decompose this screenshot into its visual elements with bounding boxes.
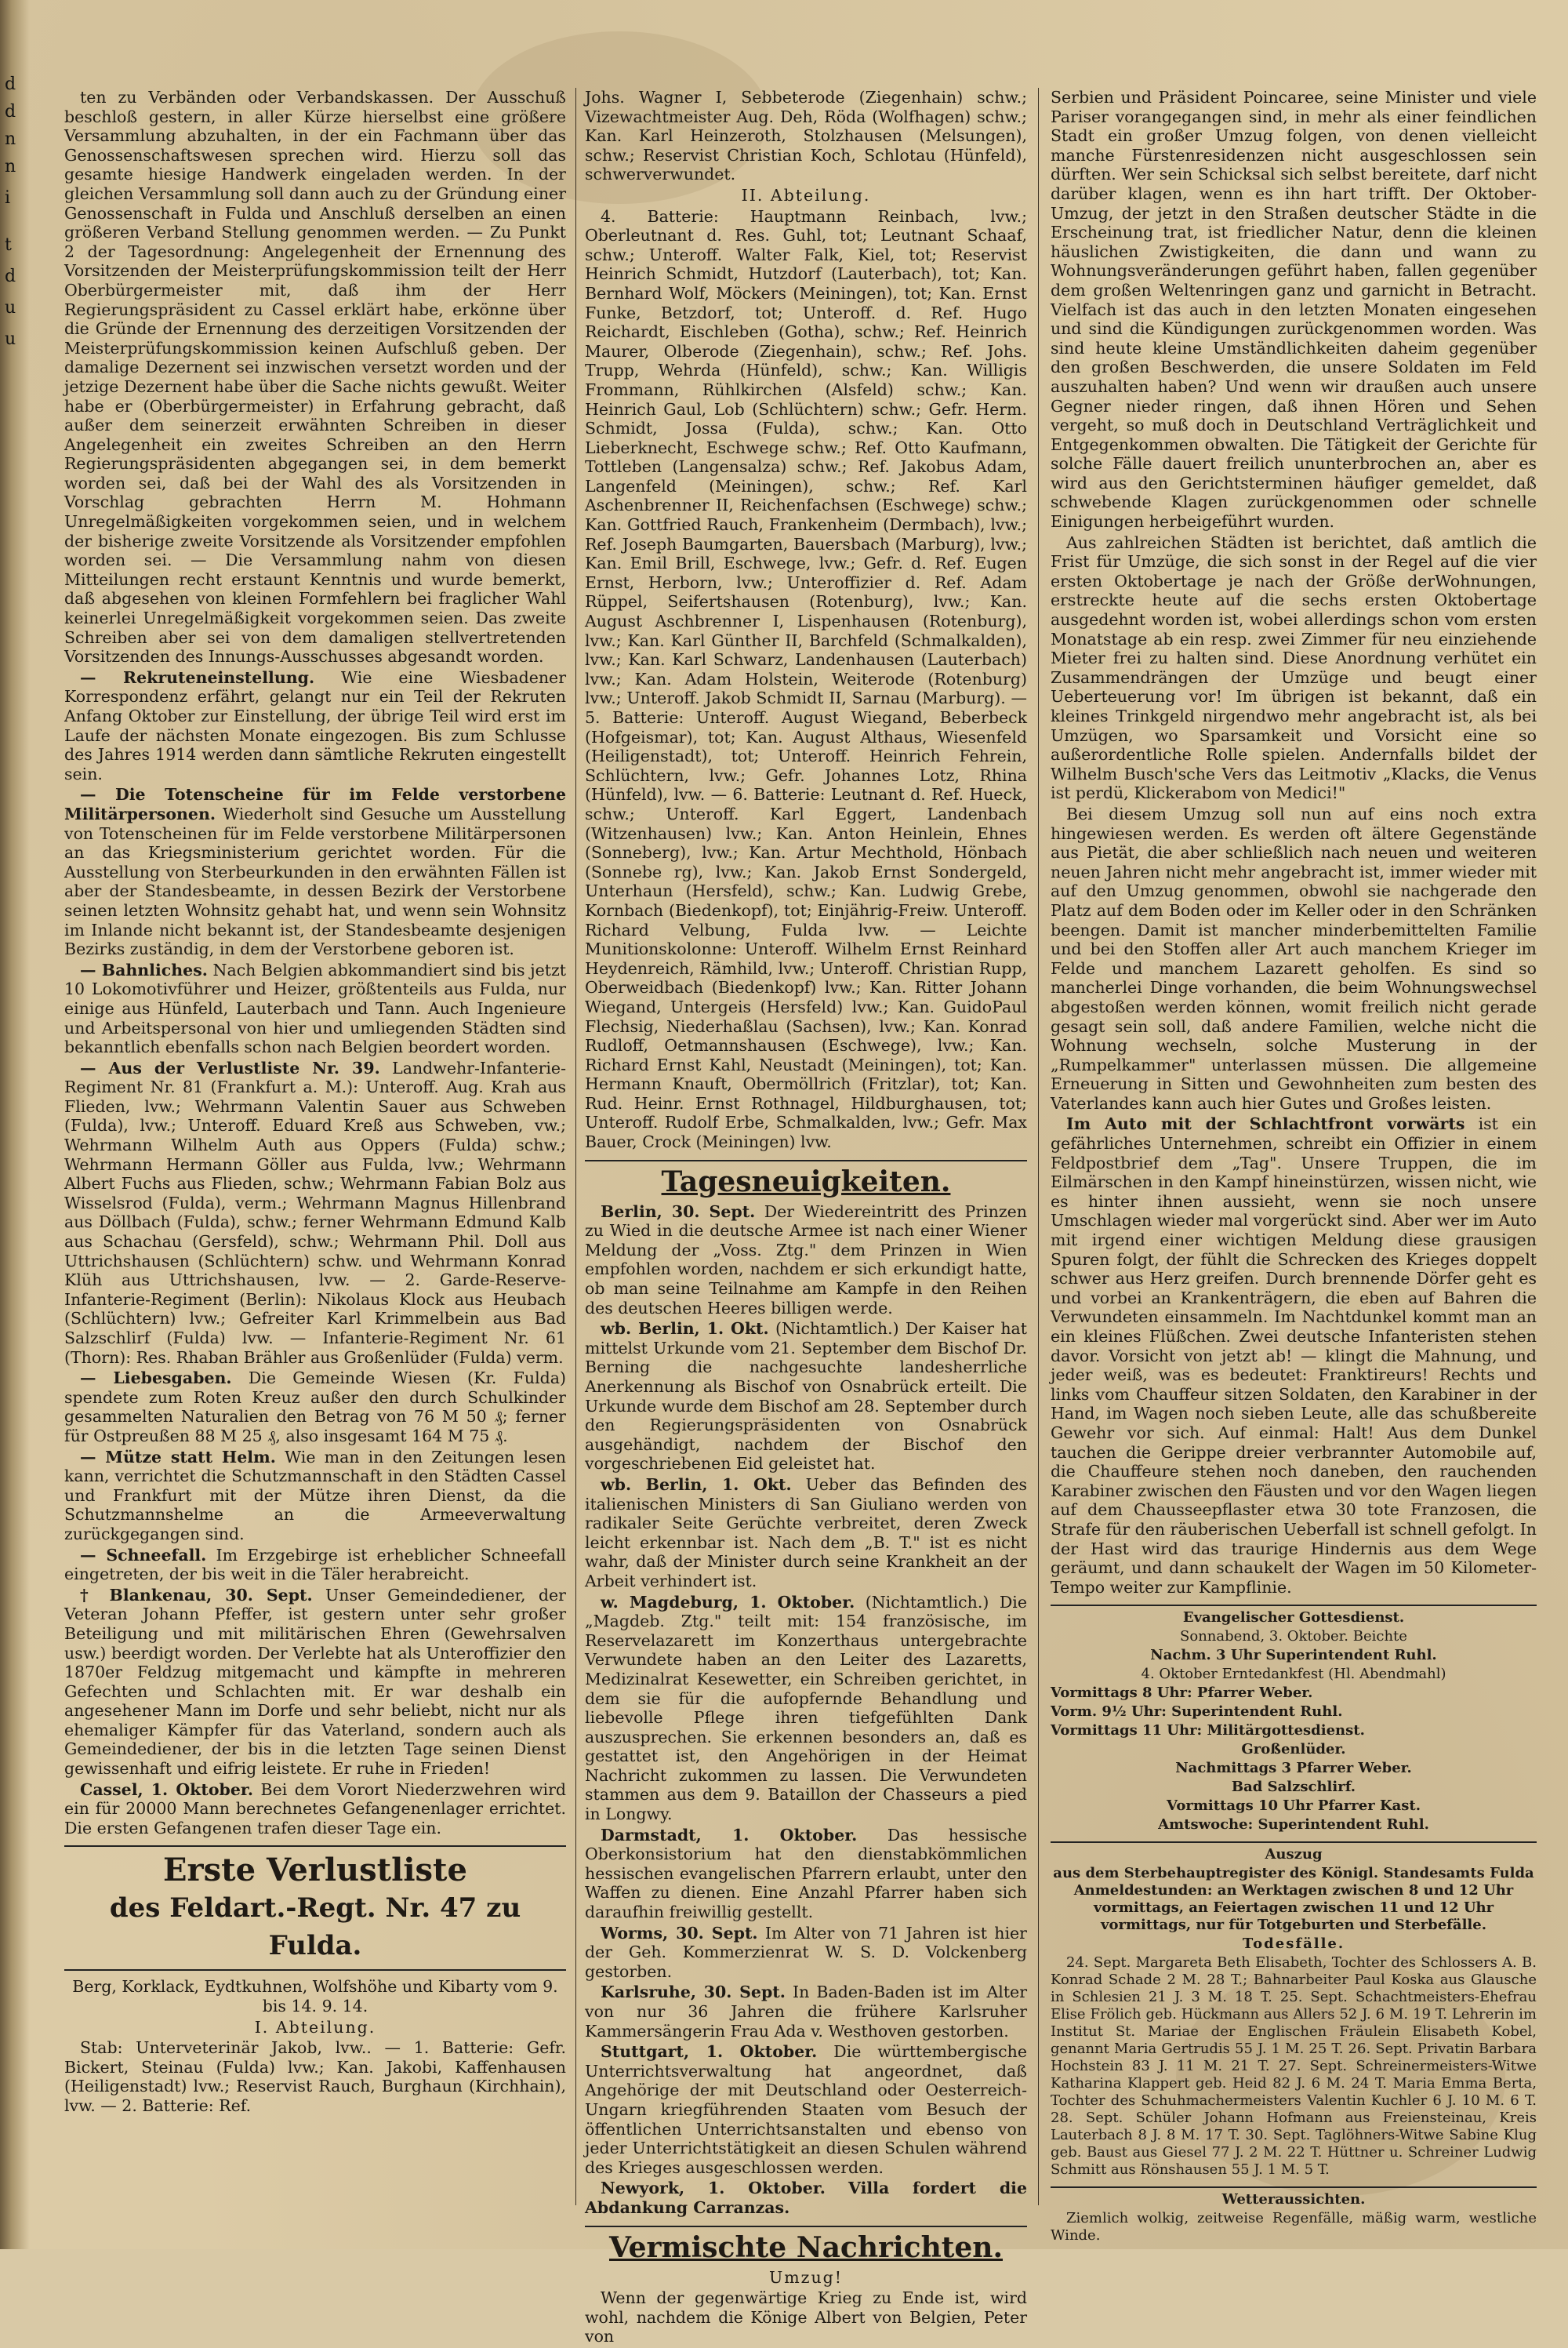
subheading: — Schneefall.	[80, 1545, 207, 1565]
page-edge	[0, 0, 30, 2249]
notice-line: Nachm. 3 Uhr Superintendent Ruhl.	[1150, 1647, 1437, 1664]
dateline: Darmstadt, 1. Oktober.	[601, 1825, 858, 1845]
paragraph	[585, 2179, 1027, 2217]
text: In Baden-Baden ist im Alter von nur 36 Jahren die frühere Karlsruher Kammersängerin Frau Ada v. Westhoven gestorben.	[585, 1983, 1027, 2041]
paragraph: Wenn der gegenwärtige Krieg zu Ende ist, wird wohl, nachdem die Könige Albert von Belgien, Peter von	[585, 2288, 1027, 2346]
notice-line: Vormittags 11 Uhr: Militärgottesdienst.	[1051, 1722, 1365, 1739]
paragraph	[585, 1202, 1027, 1318]
text: Landwehr-Infanterie-Regiment Nr. 81 (Frankfurt a. M.): Unteroff. Aug. Krah aus Flieden, lvw.; Wehrmann Valentin Sauer aus Schweben (Fulda), lvw.; Unteroff. Eduard Kreß aus Schweben, vw.; Wehrmann Wilhelm Auth aus Oppers (Fulda) schw.; Wehrmann Hermann Göller aus Fulda, lvw.; Wehrmann Albert Fuchs aus Flieden, schw.; Wehrmann Fabian Bolz aus Wisselsrod (Fulda), verm.; Wehrmann Magnus Hillenbrand aus Döllbach (Fulda), schw.; ferner Wehrmann Edmund Kalb aus Schachau (Gersfeld), schw.; Wehrmann Phil. Doll aus Uttrichshausen (Schlüchtern) schw. und Wehrmann Konrad Klüh aus Uttrichshausen, lvw. — 2. Garde-Reserve-Infanterie-Regiment (Berlin): Nikolaus Klock aus Heubach (Schlüchtern) lvw.; Gefreiter Karl Krimmelbein aus Bad Salzschlirf (Fulda) lvw. — Infanterie-Regiment Nr. 61 (Thorn): Res. Rhaban Brähler aus Großenlüder (Fulda) verm.	[64, 1058, 566, 1367]
subheading: — Rekruteneinstellung.	[80, 667, 315, 687]
paragraph	[585, 2042, 1027, 2177]
paragraph	[64, 1780, 566, 1838]
subheading: — Bahnliches.	[80, 960, 208, 980]
edge-letter: u	[5, 298, 16, 318]
text: ist ein gefährliches Unternehmen, schreibt ein Offizier in einem Feldpostbrief dem „Tag". Unsere Truppen, die im Eilmärschen in den Kampf hineinstürzen, wissen nicht, wie es hinter ihnen aussieht, wenn sie noch unsere Umschlagen wieder mal vorgerückt sind. Aber wer im Auto mit irgend einer wichtigen Meldung diese grausigen Spuren folgt, der fühlt die Schrecken des Krieges doppelt schwer aus Herz greifen. Durch brennende Dörfer geht es und vorbei an Krankenträgern, die eben auf Bahren die Verwundeten einsammeln. Im Nachtdunkel kommt man an ein kleines Flüßchen. Zwei deutsche Infanteristen stehen davor. Vorsicht von jetzt ab! — klingt die Mahnung, und jeder weiß, was es bedeutet: Franktireurs! Rechts und links vom Chauffeur sitzen Soldaten, den Karabiner in der Hand, im Wagen noch sieben Leute, alle das schußbereite Gewehr vor sich. Auf einmal: Halt! Aus dem Dunkel tauchen die Gerippe dreier verbrannter Automobile auf, die Chauffeure stehen noch daneben, den rauchenden Karabiner zwischen den Fäusten und vor den Wagen liegen auf dem Chausseepflaster etwa 30 tote Franzosen, die Strafe für den räuberischen Ueberfall ist schnell gefolgt. In der Hast wird das traurige Hindernis aus dem Wege geräumt, und dann schaukelt der Wagen im 50 Kilometer-Tempo weiter zur Kampflinie.	[1051, 1114, 1537, 1597]
subheading: † Blankenau, 30. Sept.	[80, 1585, 313, 1605]
notice-text: Ziemlich wolkig, zeitweise Regenfälle, mäßig warm, westliche Winde.	[1051, 2210, 1537, 2244]
paragraph: Serbien und Präsident Poincaree, seine Minister und viele Pariser vorangegangen sind, in mehr als einer feindlichen Stadt ein großer Umzug folgen, von denen vielleicht manche Fürstenresidenzen nicht ausgeschlossen sein dürften. Wer sein Schicksal sich selbst bereitete, darf nicht darüber klagen, wenn es ihn hart trifft. Der Oktober-Umzug, der jetzt in den Straßen deutscher Städte in die Erscheinung trat, ist friedlicher Natur, denn die kleinen häuslichen Zwistigkeiten, die dann und wann zu Wohnungsveränderungen geführt haben, fallen gegenüber dem großen Weltenringen ganz und garnicht in Betracht. Vielfach ist das auch in den letzten Monaten eingesehen und sind die Kündigungen zurückgenommen worden. Was sind heute kleine Umständlichkeiten daheim gegenüber den großen Beschwerden, die unsere Soldaten im Feld auszuhalten haben? Und wenn wir draußen auch unsere Gegner nieder ringen, daß ihnen Hören und Sehen vergeht, so muß doch in Deutschland Verträglichkeit und Entgegenkommen obwalten. Die Tätigkeit der Gerichte für solche Fälle dauert freilich ununterbrochen an, aber es wird aus den Gerichtsterminen häufiger gemeldet, daß schwebende Klagen zurückgenommen oder schnelle Einigungen herbeigeführt wurden.	[1051, 88, 1537, 532]
paragraph	[64, 1368, 566, 1445]
list-title	[64, 1845, 566, 1971]
column-2	[585, 88, 1027, 2348]
subheading: — Aus der Verlustliste Nr. 39.	[80, 1058, 380, 1078]
notice-line: Sonnabend, 3. Oktober. Beichte	[1180, 1628, 1407, 1645]
church-notice	[1051, 1605, 1537, 1834]
text: Das hessische Oberkonsistorium hat den dienstabkömmlichen hessischen evangelischen Pfarrern erlaubt, unter den Waffen zu dienen. Eine Anzahl Pfarrer haben sich daraufhin freiwillig gestellt.	[585, 1825, 1027, 1922]
dateline: wb. Berlin, 1. Okt.	[601, 1319, 769, 1339]
text: Villa fordert die Abdankung Carranzas.	[585, 2179, 1027, 2217]
paragraph: Stab: Unterveterinär Jakob, lvw.. — 1. Batterie: Gefr. Bickert, Steinau (Fulda) lvw.; Kan. Jakobi, Kaffenhausen (Heiligenstadt) lvw.; Reservist Rauch, Burghaun (Kirchhain), lvw. — 2. Batterie: Ref.	[64, 2038, 566, 2115]
notice-line: Nachmittags 3 Pfarrer Weber.	[1175, 1760, 1412, 1777]
dateline: wb. Berlin, 1. Okt.	[601, 1474, 792, 1494]
notice-title: Evangelischer Gottesdienst.	[1182, 1609, 1405, 1627]
subheading: — Mütze statt Helm.	[80, 1447, 276, 1467]
paragraph	[585, 1593, 1027, 1824]
text: Ueber das Befinden des italienischen Ministers di San Giuliano werden von radikaler Seite Gerüchte verbreitet, deren Zweck leicht erkennbar ist. Nach dem „B. T." ist es nicht wahr, daß der Minister durch seine Krankheit an der Arbeit verhindert ist.	[585, 1474, 1027, 1590]
paragraph	[64, 1586, 566, 1779]
dateline: w. Magdeburg, 1. Oktober.	[601, 1592, 855, 1612]
notice-line: Todesfälle.	[1242, 1935, 1345, 1953]
paragraph	[64, 1546, 566, 1584]
notice-line: 4. Oktober Erntedankfest (Hl. Abendmahl)	[1141, 1666, 1446, 1683]
subheading: — Liebesgaben.	[80, 1368, 232, 1388]
notice-line: Vorm. 9½ Uhr: Superintendent Ruhl.	[1051, 1703, 1343, 1721]
edge-letter: d	[5, 102, 16, 122]
notice-title: Wetteraussichten.	[1221, 2191, 1366, 2208]
text: Im Alter von 71 Jahren ist hier der Geh. Kommerzienrat W. S. D. Volckenberg gestorben.	[585, 1923, 1027, 1981]
text: Im Erzgebirge ist erheblicher Schneefall eingetreten, der bis weit in die Täler herabreicht.	[64, 1545, 566, 1584]
dateline: Berlin, 30. Sept.	[601, 1201, 756, 1221]
paragraph	[64, 961, 566, 1057]
notice-text: 24. Sept. Margareta Beth Elisabeth, Tochter des Schlossers A. B. Konrad Schade 2 M. 28 T.; Bahnarbeiter Paul Koska aus Glausche in Schlesien 21 J. 3 M. 18 T. 25. Sept. Schachtmeisters-Ehefrau Elise Frölich geb. Hückmann aus Allers 52 J. 6 M. 19 T. Lehrerin im Institut St. Mariae der Englischen Fräulein Elisabeth Kobel, genannt Maria Gertrudis 55 J. 1 M. 25 T. 26. Sept. Privatin Barbara Hochstein 83 J. 11 M. 21 T. 27. Sept. Schreinermeisters-Witwe Katharina Klappert geb. Heid 82 J. 6 M. 24 T. Maria Emma Berta, Tochter des Schuhmachermeisters Valentin Kuchler 6 J. 10 M. 6 T. 28. Sept. Schüler Johann Hofmann aus Freiensteinau, Kreis Lauterbach 8 J. 8 M. 17 T. 30. Sept. Taglöhners-Witwe Sabine Klug geb. Baust aus Giesel 77 J. 2 M. 22 T. Hüttner u. Schreiner Ludwig Schmitt aus Rönshausen 55 J. 1 M. 5 T.	[1051, 1954, 1537, 2179]
section-label: I. Abteilung.	[254, 2017, 376, 2037]
places-line: Berg, Korklack, Eydtkuhnen, Wolfshöhe und Kibarty vom 9. bis 14. 9. 14.	[72, 1977, 558, 2016]
column-rule	[1038, 88, 1039, 2205]
edge-letter: t	[5, 235, 12, 255]
paragraph: 4. Batterie: Hauptmann Reinbach, lvw.; Oberleutnant d. Res. Guhl, tot; Leutnant Schaaf, schw.; Unteroff. Walter Falk, Kiel, tot; Reservist Heinrich Schmidt, Hutzdorf (Lauterbach), tot; Kan. Bernhard Wolf, Möckers (Meiningen), tot; Kan. Ernst Funke, Betzdorf, tot; Unteroff. d. Ref. Hugo Reichardt, Eischleben (Gotha), schw.; Ref. Heinrich Maurer, Olberode (Ziegenhain), schw.; Ref. Johs. Trupp, Wehrda (Hünfeld), schw.; Kan. Willigis Frommann, Rühlkirchen (Alsfeld) schw.; Kan. Heinrich Gaul, Lob (Schlüchtern) schw.; Gefr. Herm. Schmidt, Jossa (Fulda), schw.; Kan. Otto Lieberknecht, Eschwege schw.; Ref. Otto Kaufmann, Tottleben (Langensalza) schw.; Ref. Jakobus Adam, Langenfeld (Meiningen), schw.; Ref. Karl Aschenbrenner II, Reichenfachsen (Eschwege) schw.; Kan. Gottfried Rauch, Frankenheim (Dermbach), lvw.; Ref. Joseph Baumgarten, Bauersbach (Marburg), lvw.; Kan. Emil Brill, Eschwege, lvw.; Gefr. d. Ref. Eugen Ernst, Herborn, lvw.; Unteroffizier d. Ref. Adam Rüppel, Seifertshausen (Rotenburg), lvw.; Kan. August Aschbrenner I, Lispenhausen (Rotenburg), lvw.; Kan. Karl Günther II, Barchfeld (Schmalkalden), lvw.; Kan. Karl Schwarz, Landenhausen (Lauterbach) lvw.; Kan. Adam Holstein, Weiterode (Rotenburg) lvw.; Unteroff. Jakob Schmidt II, Sarnau (Marburg). — 5. Batterie: Unteroff. August Wiegand, Beberbeck (Hofgeismar), tot; Kan. August Althaus, Wiesenfeld (Heiligenstadt), tot; Unteroff. Heinrich Fehrein, Schlüchtern, lvw.; Gefr. Johannes Lotz, Rhina (Hünfeld), lvw. — 6. Batterie: Leutnant d. Ref. Hueck, schw.; Unteroff. Karl Eggert, Landenbach (Witzenhausen) lvw.; Kan. Anton Heinlein, Ehnes (Sonneberg), lvw.; Kan. Artur Mechthold, Hönbach (Sonnebe rg), lvw.; Kan. Jakob Ernst Sondergeld, Unterhaun (Hersfeld), schw.; Kan. Ludwig Grebe, Kornbach (Biedenkopf), tot; Einjährig-Freiw. Unteroff. Richard Velbung, Fulda lvw. — Leichte Munitionskolonne: Unteroff. Wilhelm Ernst Reinhard Heydenreich, Rämhild, lvw.; Unteroff. Christian Rupp, Oberweidbach (Biedenkopf) lvw.; Kan. Ritter Johann Wiegand, Untergeis (Hersfeld) lvw.; Kan. GuidoPaul Flechsig, Niederhaßlau (Sachsen), lvw.; Kan. Konrad Rudloff, Oetmannshausen (Eschwege), lvw.; Kan. Richard Ernst Kahl, Neustadt (Meiningen), tot; Kan. Hermann Knauft, Obermöllrich (Fritzlar), tot; Kan. Rud. Heinr. Ernst Rothnagel, Hildburghausen, tot; Unteroff. Rudolf Erbe, Schmalkalden, lvw.; Gefr. Max Bauer, Crock (Meiningen) lvw.	[585, 206, 1027, 1152]
paragraph	[585, 1924, 1027, 1982]
subheading: Im Auto mit der Schlachtfront vorwärts	[1066, 1114, 1465, 1134]
subheading: Cassel, 1. Oktober.	[80, 1779, 253, 1799]
list-title-line2: des Feldart.-Regt. Nr. 47 zu Fulda.	[109, 1892, 521, 1962]
paragraph	[64, 785, 566, 958]
text: Unser Gemeindediener, der Veteran Johann Pfeffer, ist gestern unter sehr großer Beteiligung und mit militärischen Ehren (Gewehrsalven usw.) beerdigt worden. Der Verlebte hat als Unteroffizier den 1870er Feldzug mitgemacht und kämpfte in mehreren Gefechten und Schlachten mit. Er war deshalb ein angesehener Mann im Dorfe und sehr beliebt, nicht nur als ehemaliger Kämpfer für das Vaterland, sondern auch als Gemeindediener, der bis in die letzten Tage seinen Dienst gewissenhaft und eifrig leistete. Er ruhe in Frieden!	[64, 1585, 566, 1779]
edge-letter: n	[5, 157, 16, 176]
paragraph	[585, 1983, 1027, 2041]
paragraph	[585, 1319, 1027, 1474]
dateline: Karlsruhe, 30. Sept.	[601, 1983, 786, 2002]
text: (Nichtamtlich.) Die „Magdeb. Ztg." teilt mit: 154 französische, im Reservelazarett im Konzerthaus untergebrachte Verwundete haben an den Leiter des Lazaretts, Medizinalrat Kesewetter, ein Schreiben gerichtet, in dem sie für die aufopfernde Behandlung und liebevolle Pflege ihren tiefgefühlten Dank auszusprechen. Sie erkennen besonders an, daß es gestattet ist, den Angehörigen in der Heimat Nachricht zukommen zu lassen. Die Verwundeten stammen aus dem 9. Bataillon der Chasseurs a pied in Longwy.	[585, 1592, 1027, 1824]
paragraph	[64, 1448, 566, 1544]
section-heading: Vermischte Nachrichten.	[609, 2230, 1003, 2264]
paragraph	[585, 1826, 1027, 1922]
paragraph: Johs. Wagner I, Sebbeterode (Ziegenhain) schw.; Vizewachtmeister Aug. Deh, Röda (Wolfhagen) schw.; Kan. Karl Heinzeroth, Stolzhausen (Melsungen), schw.; Reservist Christian Koch, Schlotau (Hünfeld), schwerverwundet.	[585, 88, 1027, 184]
notice-title: Auszug	[1265, 1846, 1323, 1863]
weather-forecast	[1051, 2186, 1537, 2244]
edge-letter: d	[5, 75, 16, 94]
edge-letter: u	[5, 329, 16, 349]
article-title: Umzug!	[768, 2267, 844, 2287]
column-rule	[575, 88, 576, 2205]
text: Wie eine Wiesbadener Korrespondenz erfährt, gelangt nur ein Teil der Rekruten Anfang Oktober zur Einstellung, der übrige Teil wird erst im Laufe der nächsten Monate eingezogen. Bis zum Schlusse des Jahres 1914 werden dann sämtliche Rekruten eingestellt sein.	[64, 667, 566, 783]
section-label: II. Abteilung.	[741, 185, 871, 205]
edge-letter: n	[5, 129, 16, 149]
paragraph	[64, 1059, 566, 1368]
edge-letter: d	[5, 267, 16, 286]
text: Bei dem Vorort Niederzwehren wird ein für 20000 Mann berechnetes Gefangenenlager errichtet. Die ersten Gefangenen trafen dieser Tage ein.	[64, 1779, 566, 1837]
section-heading: Tagesneuigkeiten.	[661, 1165, 951, 1198]
paragraph	[64, 668, 566, 784]
text: Nach Belgien abkommandiert sind bis jetzt 10 Lokomotivführer und Heizer, größtenteils aus Fulda, nur einige aus Hünfeld, Lauterbach und Tann. Auch Ingenieure und Arbeitspersonal von hier und umliegenden Städten sind bekanntlich ebenfalls schon nach Belgien beordert worden.	[64, 960, 566, 1057]
notice-line: Vormittags 8 Uhr: Pfarrer Weber.	[1051, 1685, 1313, 1702]
notice-subtitle: aus dem Sterbehauptregister des Königl. Standesamts Fulda Anmeldestunden: an Werktagen zwischen 8 und 12 Uhr vormittags, an Feiertagen zwischen 11 und 12 Uhr vormittags, nur für Totgeburten und Sterbefälle.	[1053, 1865, 1534, 1934]
notice-line: Vormittags 10 Uhr Pfarrer Kast.	[1167, 1797, 1421, 1815]
paragraph: Aus zahlreichen Städten ist berichtet, daß amtlich die Frist für Umzüge, die sich sonst in der Regel auf die vier ersten Oktobertage je nach der Größe derWohnungen, erstreckte heute auf die sechs ersten Oktobertage ausgedehnt worden ist, wobei allerdings schon vom ersten Monatstage ab ein resp. zwei Zimmer für neu einziehende Mieter frei zu halten sind. Diese Anordnung verhütet ein Zusammendrängen der Umzüge und beugt einer Ueberteuerung vor! Im übrigen ist bekannt, daß ein kleines Trinkgeld nirgendwo mehr angebracht ist, als bei Umzügen, wo Sparsamkeit und Vorsicht eine so außerordentliche Rolle spielen. Andernfalls bildet der Wilhelm Busch'sche Vers das Leitmotiv „Klacks, die Venus ist perdü, Klickerabom von Medici!"	[1051, 532, 1537, 803]
list-title-line1: Erste Verlustliste	[163, 1852, 467, 1889]
dateline: Newyork, 1. Oktober.	[601, 2179, 826, 2198]
paragraph: Bei diesem Umzug soll nun auf eins noch extra hingewiesen werden. Es werden oft ältere Gegenstände aus Pietät, die aber schließlich nach neuen und weiteren neuen Jahren nicht mehr angebracht ist, immer wieder mit auf den Umzug genommen, obwohl sie nachgerade den Platz auf dem Boden oder im Keller oder in den Schränken beengen. Damit ist mancher minderbemittelten Familie und bei den Stoffen aller Art auch manchem Krieger im Felde und manchem Lazarett geholfen. Es sind so mancherlei Dinge vorhanden, die beim Wohnungswechsel abgestoßen werden können, womit freilich nicht gerade gesagt sein soll, daß andere Familien, welche nicht die Wohnung wechseln, solche Musterung in der „Rumpelkammer" unterlassen müssen. Die allgemeine Erneuerung in Sitten und Gewohnheiten zum besten des Vaterlandes kann auch hier Gutes und Großes leisten.	[1051, 804, 1537, 1113]
text: Wie man in den Zeitungen lesen kann, verrichtet die Schutzmannschaft in den Städten Cassel und Frankfurt mit der Mütze ihren Dienst, da die Schutzmannshelme an die Armeeverwaltung zurückgegangen sind.	[64, 1447, 566, 1543]
paragraph	[1051, 1114, 1537, 1597]
notice-line: Bad Salzschlirf.	[1231, 1779, 1356, 1796]
text: Wiederholt sind Gesuche um Ausstellung von Totenscheinen für im Felde verstorbene Militärpersonen an das Kriegsministerium gerichtet worden. Für die Ausstellung von Sterbeurkunden in den erwähnten Fällen ist aber der Standesbeamte, in dessen Bezirk der Verstorbene seinen letzten Wohnsitz gehabt hat, und wenn sein Wohnsitz im Inlande nicht bekannt ist, der Standesbeamte desjenigen Bezirks zuständig, in dem der Verstorbene geboren ist.	[64, 804, 566, 959]
edge-letter: i	[5, 188, 11, 208]
text: Die Gemeinde Wiesen (Kr. Fulda) spendete zum Roten Kreuz außer den durch Schulkinder gesammelten Naturalien den Betrag von 76 M 50 ₰; ferner für Ostpreußen 88 M 25 ₰, also insgesamt 164 M 75 ₰.	[64, 1368, 566, 1445]
text: Der Wiedereintritt des Prinzen zu Wied in die deutsche Armee ist nach einer Wiener Meldung der „Voss. Ztg." dem Prinzen in Wien empfohlen worden, nachdem er sich erkundigt hatte, ob man seine Teilnahme am Kampfe in den Reihen des deutschen Heeres billigen werde.	[585, 1201, 1028, 1318]
column-3	[1051, 88, 1537, 2248]
death-register	[1051, 1841, 1537, 2179]
paragraph	[585, 1475, 1027, 1591]
notice-line: Großenlüder.	[1241, 1741, 1346, 1758]
text: (Nichtamtlich.) Der Kaiser hat mittelst Urkunde vom 21. September dem Bischof Dr. Berning die nachgesuchte landesherrliche Anerkennung als Bischof von Osnabrück erteilt. Die Urkunde wurde dem Bischof am 28. September durch den Regierungspräsidenten von Osnabrück ausgehändigt, nachdem der Bischof den vorgeschriebenen Eid geleistet hat.	[585, 1319, 1027, 1474]
dateline: Stuttgart, 1. Oktober.	[601, 2042, 818, 2062]
subheading: — Die Totenscheine für im Felde verstorbene Militärpersonen.	[64, 785, 566, 823]
paragraph: ten zu Verbänden oder Verbandskassen. Der Ausschuß beschloß gestern, in aller Kürze hierselbst eine größere Versammlung abzuhalten, in der ein Fachmann über das Genossenschaftswesen sprechen wird. Hierzu soll das gesamte hiesige Handwerk eingeladen werden. In der gleichen Versammlung soll dann auch zu der Gründung einer Genossenschaft in Fulda und Anschluß derselben an einen größeren Verband Stellung genommen werden. — Zu Punkt 2 der Tagesordnung: Angelegenheit der Ernennung des Vorsitzenden der Meisterprüfungskommission teilt der Herr Oberbürgermeister mit, daß ihm der Herr Regierungspräsident zu Cassel erklärt habe, erkönne über die Gründe der Ernennung des derzeitigen Vorsitzenden der Meisterprüfungskommission keinen Aufschluß geben. Der damalige Dezernent sei inzwischen versetzt worden und der jetzige Dezernent habe über die Sache nichts gewußt. Weiter habe er (Oberbürgermeister) in Erfahrung gebracht, daß außer dem seinerzeit erwähnten Schreiben in dieser Angelegenheit ein zweites Schreiben an den Herrn Regierungspräsidenten abgegangen sei, in dem bemerkt worden sei, daß bei der Wahl des als Vorsitzenden in Vorschlag gebrachten Herrn M. Hohmann Unregelmäßigkeiten vorgekommen seien, und in welchem der bisherige zweite Vorsitzende als Vorsitzender empfohlen worden sei. — Die Versammlung nahm von diesen Mitteilungen recht erstaunt Kenntnis und wurde bemerkt, daß abgesehen von kleinen Formfehlern bei fraglicher Wahl keinerlei Unregelmäßigkeit vorgekommen seien. Das zweite Schreiben aber sei von dem damaligen stellvertretenden Vorsitzenden des Innungs-Ausschusses abgesandt worden.	[64, 88, 566, 667]
notice-line: Amtswoche: Superintendent Ruhl.	[1158, 1816, 1429, 1834]
text: Die württembergische Unterrichtsverwaltung hat angeordnet, daß Angehörige der mit Deutschland oder Oesterreich-Ungarn kriegführenden Staaten vom Besuch der öffentlichen Unterrichtsanstalten und ebenso von jeder Unterrichtstätigkeit an diesen Schulen während des Krieges ausgeschlossen werden.	[585, 2042, 1027, 2177]
column-1	[64, 88, 566, 2117]
dateline: Worms, 30. Sept.	[601, 1923, 758, 1943]
